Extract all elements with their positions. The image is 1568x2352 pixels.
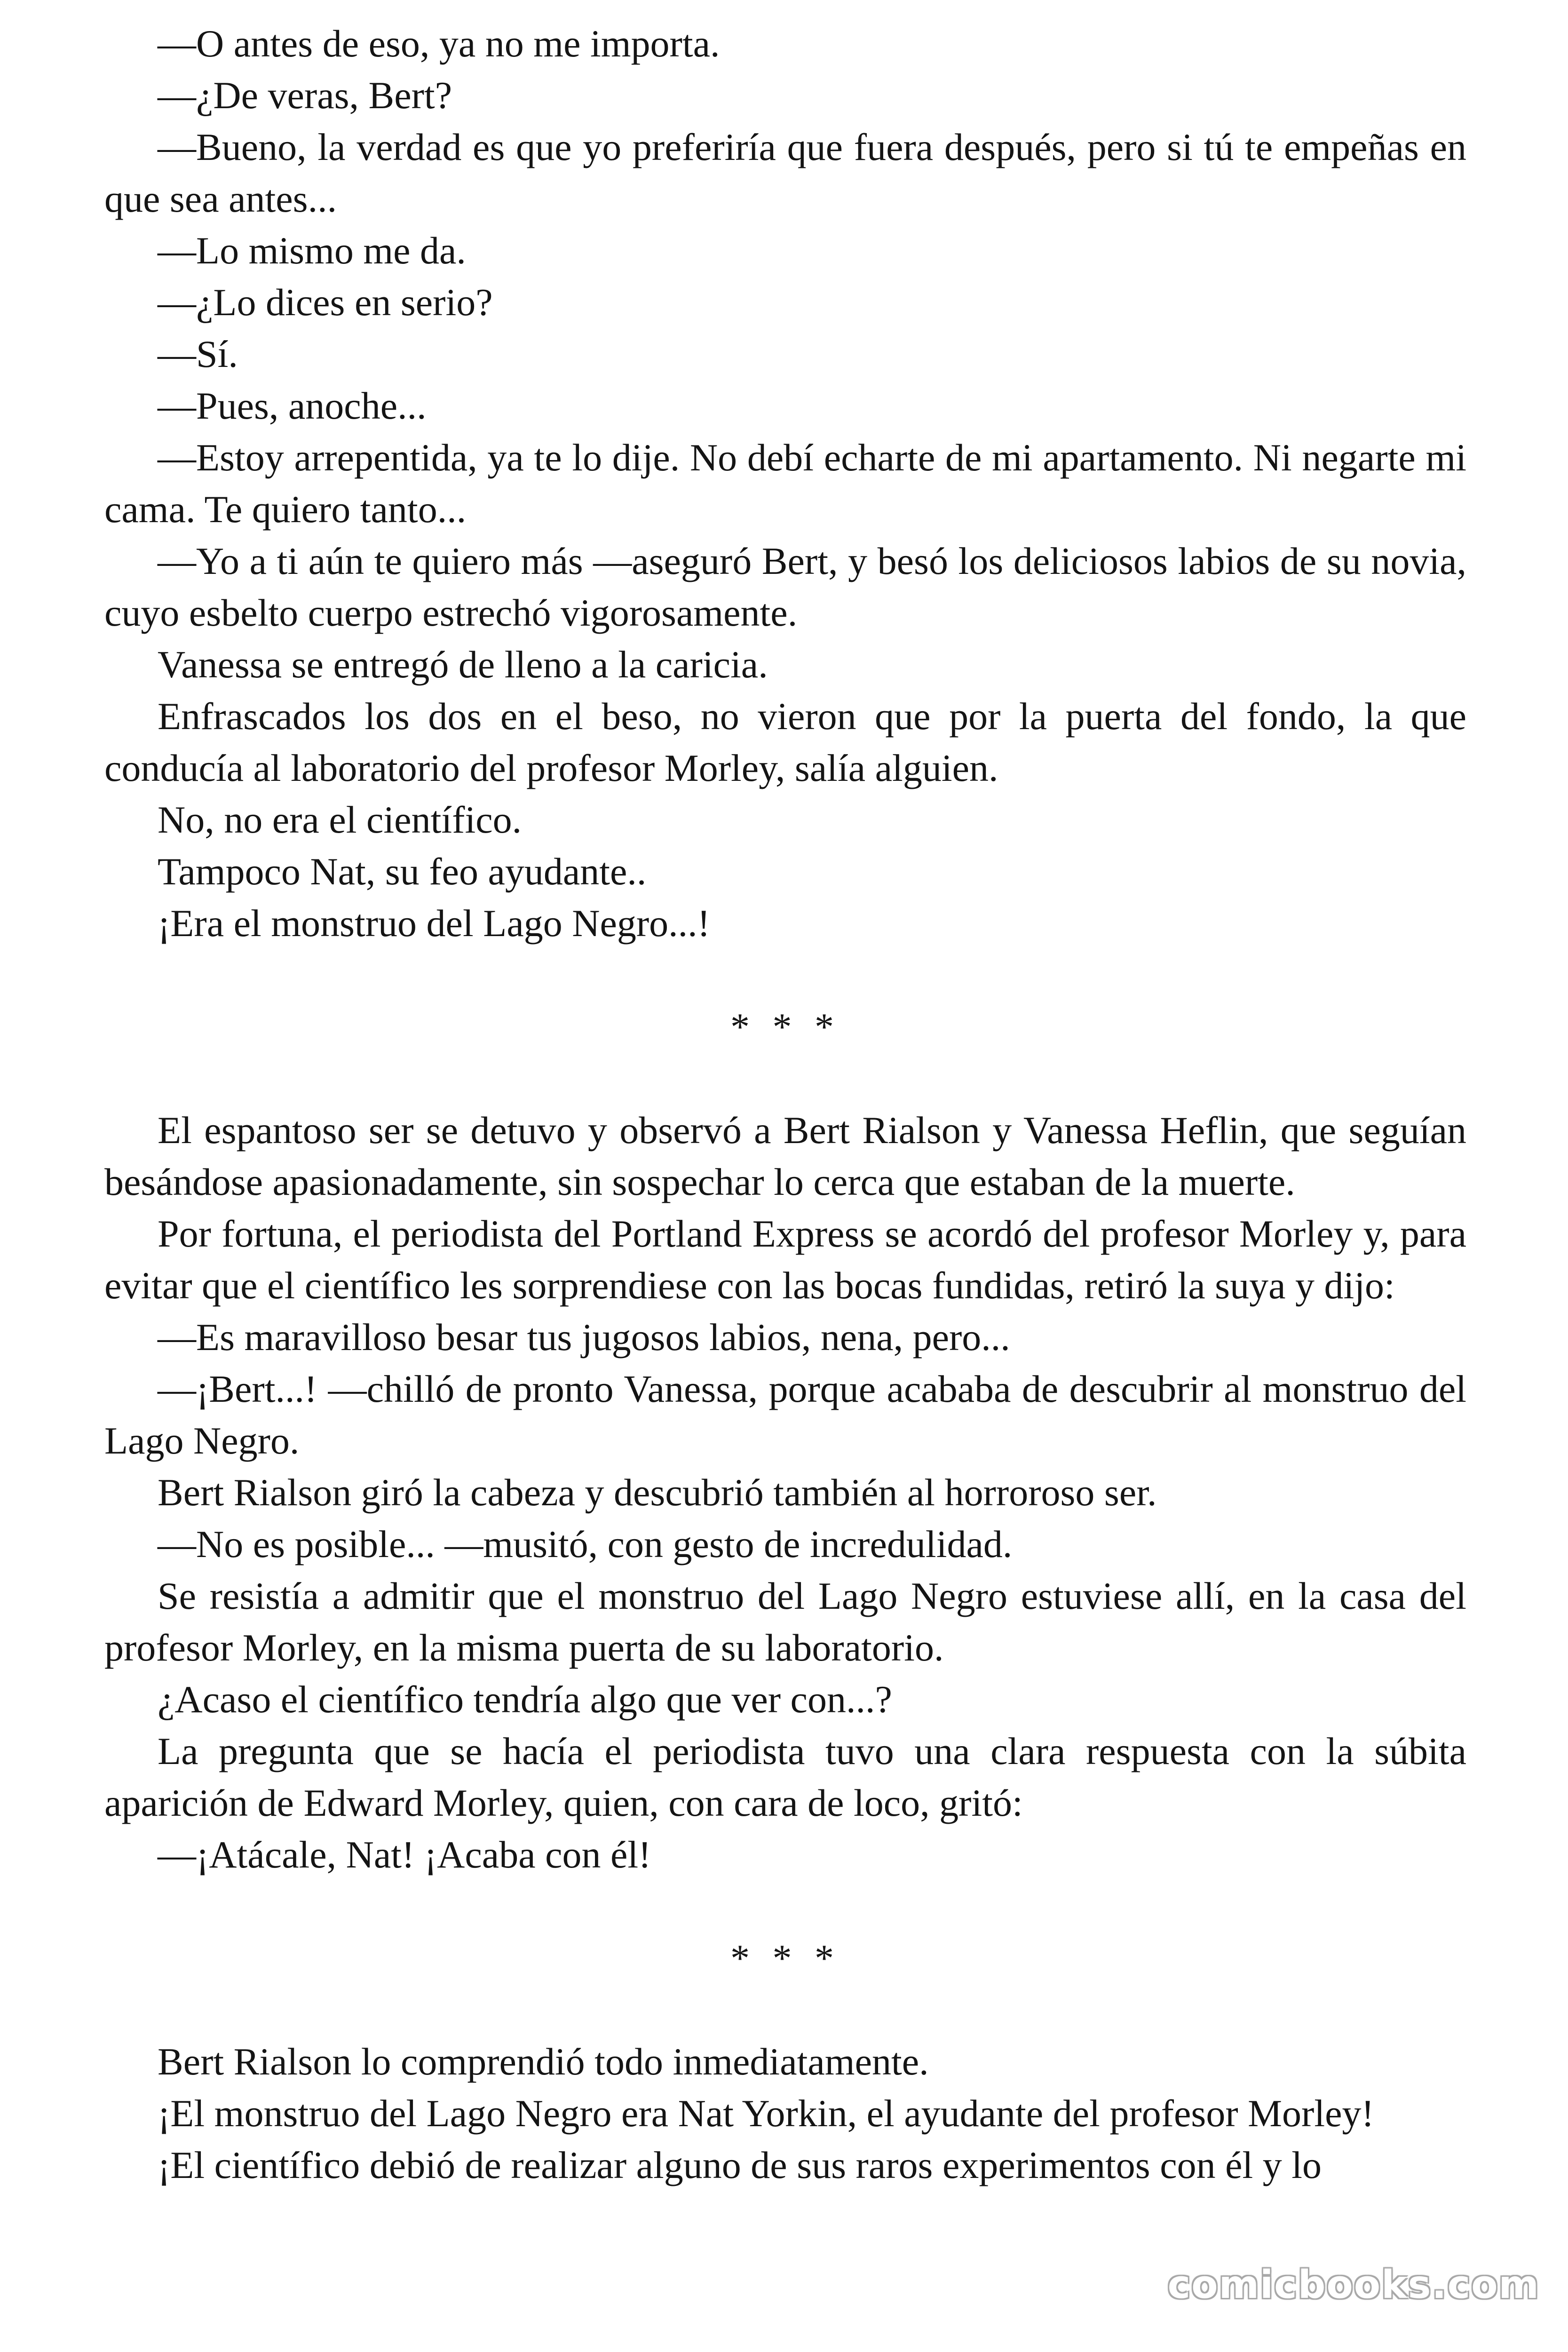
paragraph: —Yo a ti aún te quiero más —aseguró Bert, y besó los deliciosos labios de su novia, cuyo esbelto cuerpo estrechó vigorosamente.	[104, 540, 1466, 634]
paragraph: —Lo mismo me da.	[158, 229, 466, 272]
paragraph: —Es maravilloso besar tus jugosos labios, nena, pero...	[158, 1316, 1010, 1359]
paragraph: —¿De veras, Bert?	[158, 74, 452, 117]
paragraph: Bert Rialson giró la cabeza y descubrió también al horroroso ser.	[158, 1471, 1157, 1514]
paragraph: —Estoy arrepentida, ya te lo dije. No debí echarte de mi apartamento. Ni negarte mi cama. Te quiero tanto...	[104, 436, 1466, 531]
book-page	[104, 18, 1466, 2191]
paragraph: El espantoso ser se detuvo y observó a Bert Rialson y Vanessa Heflin, que seguían besándose apasionadamente, sin sospechar lo cerca que estaban de la muerte.	[104, 1109, 1466, 1203]
paragraph: —Bueno, la verdad es que yo preferiría que fuera después, pero si tú te empeñas en que sea antes...	[104, 126, 1466, 220]
paragraph: Por fortuna, el periodista del Portland Express se acordó del profesor Morley y, para evitar que el científico les sorprendiese con las bocas fundidas, retiró la suya y dijo:	[104, 1212, 1466, 1307]
section-separator: * * *	[730, 1937, 840, 1979]
paragraph: —¡Atácale, Nat! ¡Acaba con él!	[158, 1833, 651, 1876]
paragraph: Bert Rialson lo comprendió todo inmediatamente.	[158, 2040, 929, 2083]
paragraph: ¡El científico debió de realizar alguno de sus raros experimentos con él y lo	[158, 2144, 1322, 2186]
paragraph: Tampoco Nat, su feo ayudante..	[158, 850, 647, 893]
paragraph: —No es posible... —musitó, con gesto de incredulidad.	[158, 1523, 1013, 1565]
paragraph: —Sí.	[158, 333, 238, 375]
paragraph: —Pues, anoche...	[158, 384, 427, 427]
paragraph: —¡Bert...! —chilló de pronto Vanessa, porque acababa de descubrir al monstruo del Lago Negro.	[104, 1367, 1466, 1462]
paragraph: ¡El monstruo del Lago Negro era Nat Yorkin, el ayudante del profesor Morley!	[158, 2092, 1374, 2135]
text-block-3	[104, 2036, 1466, 2191]
text-block-1	[104, 18, 1466, 949]
section-separator: * * *	[730, 1005, 840, 1048]
paragraph: Vanessa se entregó de lleno a la caricia.	[158, 643, 768, 686]
paragraph: Enfrascados los dos en el beso, no vieron que por la puerta del fondo, la que conducía al laboratorio del profesor Morley, salía alguien.	[104, 695, 1466, 789]
paragraph: —¿Lo dices en serio?	[158, 281, 493, 324]
watermark-logo: comicbooks.com	[1167, 2263, 1540, 2307]
paragraph: ¿Acaso el científico tendría algo que ver con...?	[158, 1678, 892, 1721]
paragraph: —O antes de eso, ya no me importa.	[158, 22, 720, 65]
paragraph: La pregunta que se hacía el periodista tuvo una clara respuesta con la súbita aparición de Edward Morley, quien, con cara de loco, gritó:	[104, 1730, 1466, 1824]
paragraph: No, no era el científico.	[158, 798, 522, 841]
paragraph: ¡Era el monstruo del Lago Negro...!	[158, 902, 710, 945]
text-block-2	[104, 1104, 1466, 1881]
paragraph: Se resistía a admitir que el monstruo del Lago Negro estuviese allí, en la casa del profesor Morley, en la misma puerta de su laboratorio.	[104, 1574, 1466, 1669]
